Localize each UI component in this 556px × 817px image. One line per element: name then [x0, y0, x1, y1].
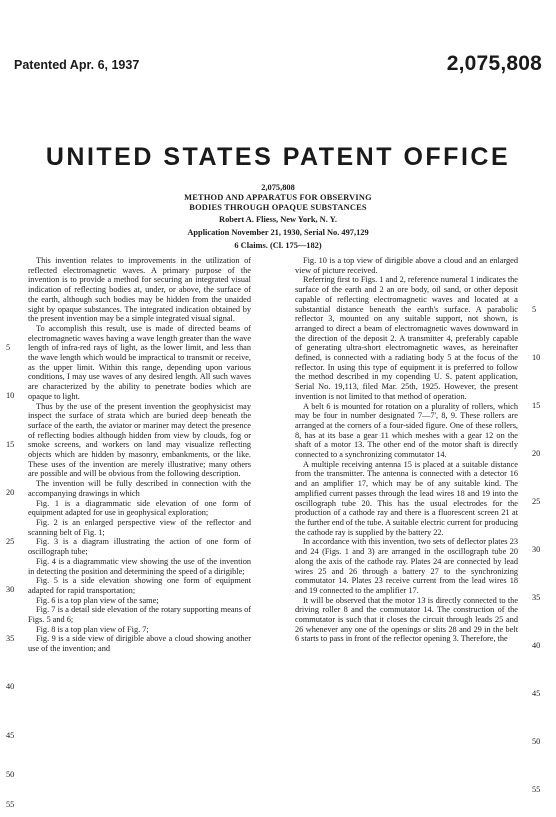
line-number: 40: [6, 682, 15, 691]
paragraph: In accordance with this invention, two sets of deflector plates 23 and 24 (Figs. 1 and 3) are arranged in the oscillograph tube 20 along the axis of the cathode ray. Plates 24 are connected by lead wires 25 and 26 through a battery 27 to the synchronizing commutator 14. Plates 23 receive current from the lead wires 18 and 19 connected to the amplifier 17.: [295, 537, 518, 595]
line-number: 25: [6, 537, 15, 546]
invention-title: [0, 193, 556, 212]
line-number: 20: [532, 449, 541, 458]
line-number: 25: [532, 497, 541, 506]
figure-description: Fig. 7 is a detail side elevation of the rotary supporting means of Figs. 5 and 6;: [28, 605, 251, 625]
left-column: [28, 256, 251, 654]
patent-header: [14, 52, 542, 80]
figure-description: Fig. 2 is an enlarged perspective view of the reflector and scanning belt of Fig. 1;: [28, 517, 251, 537]
line-number: 35: [6, 634, 15, 643]
figure-description: Fig. 6 is a top plan view of the same;: [36, 595, 159, 605]
line-number: 40: [532, 641, 541, 650]
paragraph: It will be observed that the motor 13 is directly connected to the driving roller 8 and the commutator 14. The construction of the commutator is such that it closes the circuit through leads 25 and 26 whenever any one of the openings or slits 28 and 29 in the belt 6 starts to pass in front of the reflector opening 3. Therefore, the: [295, 595, 518, 644]
paragraph: A belt 6 is mounted for rotation on a plurality of rollers, which may be four in number designated 7—7', 8, 9. These rollers are arranged at the corners of a four-sided figure. One of these rollers, 8, has at its base a gear 11 which meshes with a gear 12 on the shaft of a motor 13. The other end of the motor shaft is directly connected to a synchronizing commutator 14.: [295, 401, 518, 460]
paragraph: Referring first to Figs. 1 and 2, reference numeral 1 indicates the surface of the earth and 2 an ore body, oil sand, or other deposit capable of reflecting electromagnetic waves and located at a substantial distance beneath the earth's surface. A parabolic reflector 3, mounted on any suitable support, not shown, is arranged to direct a beam of electromagnetic waves downward in the direction of the deposit 2. A transmitter 4, preferably capable of generating ultra-short electromagnetic waves, as hereinafter defined, is connected with a radiating body 5 at the focus of the reflector. In using this type of equipment it is preferred to follow the method described in my copending U. S. patent application, Serial No. 19,113, filed Mar. 25th, 1925. However, the present invention is not limited to that method of operation.: [295, 275, 518, 401]
patent-number-small: 2,075,808: [261, 183, 295, 192]
figure-description: Fig. 1 is a diagrammatic side elevation of one form of equipment adapted for use in geophysical exploration;: [28, 498, 251, 518]
figure-description: Fig. 5 is a side elevation showing one form of equipment adapted for rapid transportation;: [28, 576, 251, 595]
line-number: 5: [532, 305, 537, 314]
line-number: 10: [532, 353, 541, 362]
line-number: 15: [6, 440, 15, 449]
figure-description: Fig. 8 is a top plan view of Fig. 7;: [36, 624, 149, 634]
line-number: 20: [6, 488, 15, 497]
line-number: 55: [532, 785, 541, 794]
paragraph: Thus by the use of the present invention the geophysicist may inspect the surface of strata which are buried deep beneath the surface of the earth, the aviator or mariner may detect the presence of reflecting bodies although hidden from view by clouds, fog or smoke screens, and workers on land may visualize reflecting objects which are hidden by masonry, embankments, or the like. These uses of the invention are merely illustrative; many others are possible and will be obvious from the following description.: [28, 401, 251, 479]
paragraph: A multiple receiving antenna 15 is placed at a suitable distance from the transmitter. The antenna is connected with a detector 16 and an amplifier 17, which may be of any suitable kind. The amplified current passes through the lead wires 18 and 19 into the oscillograph tube 20. This has the usual electrodes for the production of a cathode ray and there is a fluorescent screen 21 at the further end of the tube. A suitable electric current for producing the cathode ray is supplied by the battery 22.: [295, 459, 519, 537]
line-number: 10: [6, 391, 15, 400]
line-number: 35: [532, 593, 541, 602]
paragraph: Fig. 10 is a top view of dirigible above a cloud and an enlarged view of picture received.: [295, 256, 518, 275]
line-number: 30: [532, 545, 541, 554]
line-number: 55: [6, 800, 15, 809]
inventor: Robert A. Fliess, New York, N. Y.: [219, 215, 337, 224]
paragraph: This invention relates to improvements in the utilization of reflected electromagnetic waves. A primary purpose of the invention is to provide a method for securing an integrated visual indication of reflecting bodies at, under, or above, the surface of the earth, although such bodies may be hidden from the unaided sight by opaque substances. The integrated indication obtained by the present invention may be a simple integrated visual signal.: [28, 256, 251, 324]
line-number: 5: [6, 343, 11, 352]
line-number: 15: [532, 401, 541, 410]
patent-number: 2,075,808: [446, 52, 542, 75]
line-number: 45: [532, 689, 541, 698]
patent-date: Patented Apr. 6, 1937: [14, 58, 140, 72]
line-number: 45: [6, 731, 15, 740]
invention-title-line-1: METHOD AND APPARATUS FOR OBSERVING: [184, 193, 372, 202]
figure-description: Fig. 3 is a diagram illustrating the action of one form of oscillograph tube;: [28, 537, 251, 557]
figure-description: Fig. 9 is a side view of dirigible above a cloud showing another use of the invention; and: [28, 634, 251, 654]
line-number: 30: [6, 585, 15, 594]
line-number: 50: [532, 737, 541, 746]
right-column: [295, 256, 518, 644]
claims-info: 6 Claims. (Cl. 175—182): [234, 241, 322, 250]
paragraph: To accomplish this result, use is made of directed beams of electromagnetic waves having a wave length greater than the wave length of infra-red rays of light, as the lower limit, and less than the wave length which would be impractical to transmit or receive, as the upper limit. Within this range, depending upon various conditions, I may use waves of any desired length. All such waves are characterized by the ability to penetrate bodies which are opaque to light.: [28, 323, 251, 401]
invention-title-line-2: BODIES THROUGH OPAQUE SUBSTANCES: [189, 202, 367, 212]
line-number: 50: [6, 770, 15, 779]
office-title: UNITED STATES PATENT OFFICE: [45, 143, 511, 171]
paragraph: The invention will be fully described in connection with the accompanying drawings in which: [28, 479, 251, 498]
figure-description: Fig. 4 is a diagrammatic view showing the use of the invention in detecting the position and determining the speed of a dirigible;: [28, 556, 251, 576]
application-info: Application November 21, 1930, Serial No. 497,129: [187, 228, 369, 237]
